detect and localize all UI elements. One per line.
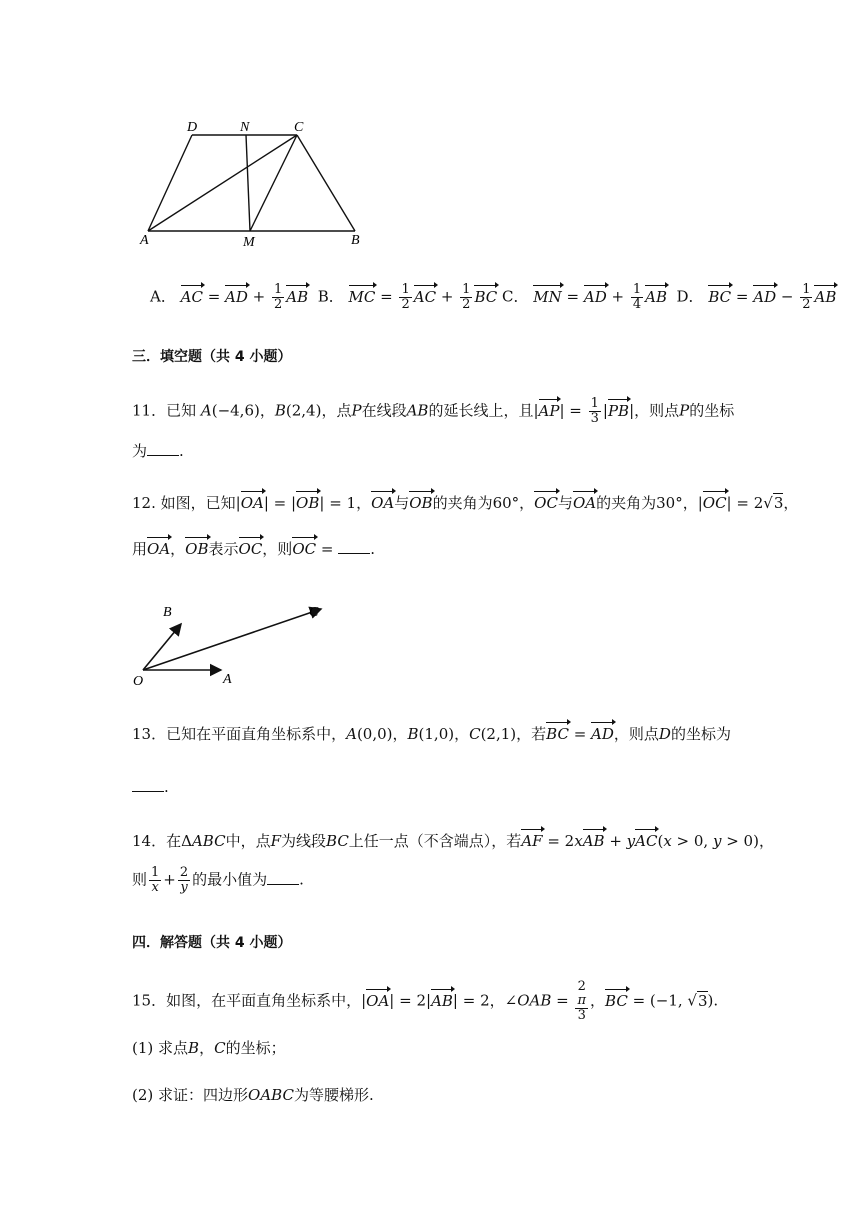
q10-options: A． AC = AD + $\frac{1}{2}$ AB B． MC = $\frac{1}{2}$ AC + $\frac{1}{2}$ BC C． MN = AD + $\frac{1}{4}$ AB D． BC = AD − $\frac{1}{2}$ AB [150,282,837,312]
label-A: A [140,233,149,248]
section-3-heading: 三．填空题（共 4 小题） [132,349,292,365]
option-c-letter: C． [502,287,529,306]
label-B: B [351,233,360,248]
label-B2: B [163,605,172,620]
label-A2: A [223,672,232,687]
question-13: 13．已知在平面直角坐标系中，A(0,0)，B(1,0)，C(2,1)，若BC = AD，则点D的坐标为 [132,725,731,743]
vector-figure [125,595,335,690]
question-15: 15．如图，在平面直角坐标系中，|OA| = 2|AB| = 2，∠OAB = 2 π 3 ，BC = (−1, √3). [132,979,719,1023]
question-14: 14．在ΔABC中，点F为线段BC上任一点（不含端点），若AF = 2xAB + yAC(x > 0, y > 0)， [132,832,774,850]
label-C: C [294,120,304,135]
option-b-letter: B． [317,287,344,306]
question-14-line2: 则 $\frac{1}{x}$ + $\frac{2}{y}$ 的最小值为 . [132,865,304,895]
question-12: 12. 如图，已知|OA| = |OB| = 1，OA与OB的夹角为60°，OC与OA的夹角为30°，|OC| = 2√3， [132,494,799,512]
question-12-line2: 用OA，OB表示OC，则OC = . [132,540,375,558]
label-M: M [243,235,255,250]
label-O: O [133,674,144,689]
label-C2: C [309,605,319,620]
option-a-letter: A． [150,287,176,306]
trapezoid-figure [130,110,380,255]
label-D: D [187,120,198,135]
question-15-part2: (2) 求证：四边形OABC为等腰梯形. [132,1086,374,1104]
option-d-letter: D． [676,287,704,306]
question-11: 11．已知 A(−4,6)，B(2,4)，点P在线段AB的延长线上，且|AP| = $\frac{1}{3}$ |PB|，则点P的坐标 [132,396,735,426]
label-N: N [240,120,250,135]
question-13-line2: . [132,778,169,796]
question-11-line2: 为 . [132,442,184,460]
section-4-heading: 四．解答题（共 4 小题） [132,935,292,951]
question-15-part1: (1) 求点B，C的坐标； [132,1039,286,1057]
